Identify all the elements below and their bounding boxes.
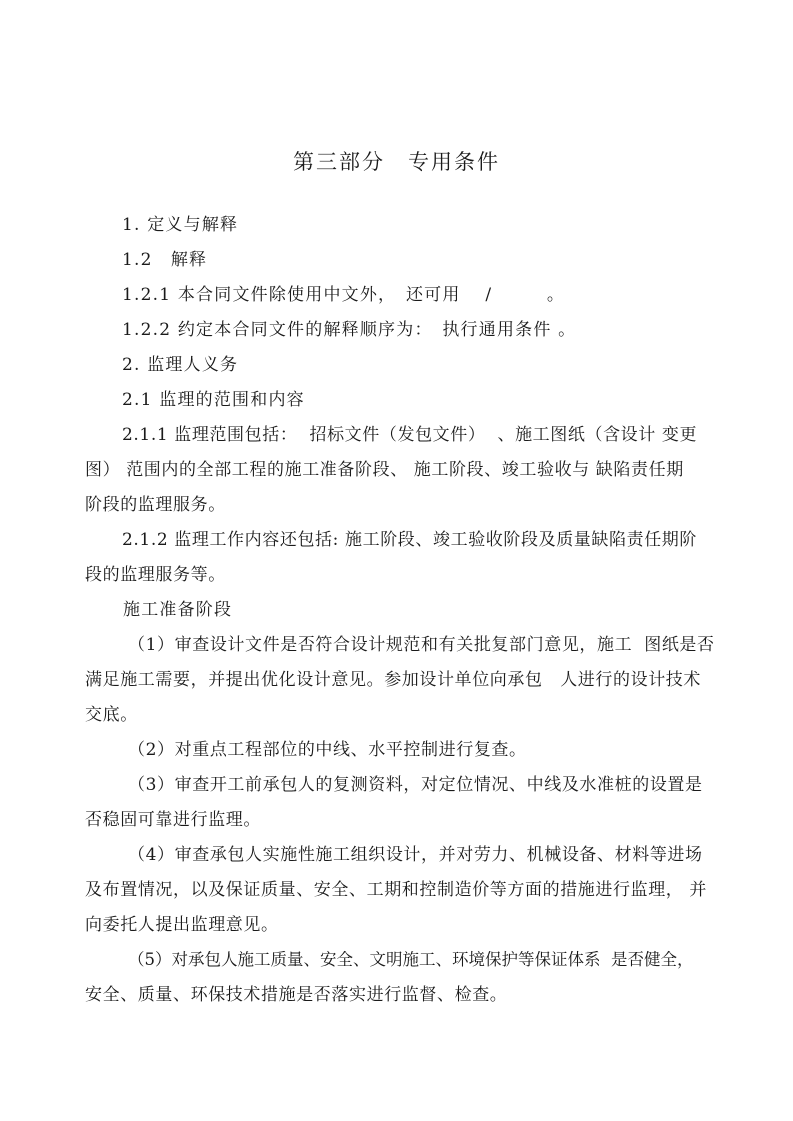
section-heading-definitions: 1. 定义与解释 — [122, 215, 239, 235]
item-1-line-1: （1）审查设计文件是否符合设计规范和有关批复部门意见，施工 图纸是否 — [128, 635, 715, 655]
clause-2-1-1-line-2: 图） 范围内的全部工程的施工准备阶段、 施工阶段、竣工验收与 缺陷责任期 — [85, 460, 684, 480]
item-4-line-2: 及布置情况，以及保证质量、安全、工期和控制造价等方面的措施进行监理， 并 — [85, 880, 708, 900]
item-5-line-1: （5）对承包人施工质量、安全、文明施工、环境保护等保证体系 是否健全， — [128, 950, 694, 969]
item-4-line-3: 向委托人提出监理意见。 — [85, 915, 279, 935]
clause-1-2-1: 1.2.1 本合同文件除使用中文外， 还可用 / 。 — [122, 285, 566, 305]
item-1-line-2: 满足施工需要，并提出优化设计意见。参加设计单位向承包 人进行的设计技术 — [85, 670, 701, 690]
heading-construction-prep-stage: 施工准备阶段 — [123, 600, 233, 620]
clause-1-2-2: 1.2.2 约定本合同文件的解释顺序为： 执行通用条件 。 — [122, 320, 577, 340]
item-1-line-3: 交底。 — [85, 705, 138, 725]
item-3-line-1: （3）审查开工前承包人的复测资料，对定位情况、中线及水准桩的设置是 — [128, 775, 703, 795]
clause-2-1-2-line-2: 段的监理服务等。 — [85, 565, 226, 585]
clause-2-1-1-line-3: 阶段的监理服务。 — [85, 495, 226, 515]
page-title: 第三部分 专用条件 — [293, 150, 500, 174]
item-4-line-1: （4）审查承包人实施性施工组织设计，并对劳力、机械设备、材料等进场 — [128, 845, 703, 865]
subsection-heading-interpretation: 1.2 解释 — [122, 250, 208, 270]
clause-2-1-1-line-1: 2.1.1 监理范围包括： 招标文件（发包文件） 、施工图纸（含设计 变更 — [122, 425, 698, 445]
clause-2-1-2-line-1: 2.1.2 监理工作内容还包括: 施工阶段、竣工验收阶段及质量缺陷责任期阶 — [122, 530, 697, 550]
subsection-heading-scope: 2.1 监理的范围和内容 — [122, 390, 305, 410]
item-5-line-2: 安全、质量、环保技术措施是否落实进行监督、检查。 — [85, 985, 508, 1005]
item-3-line-2: 否稳固可靠进行监理。 — [85, 810, 261, 830]
item-2-line-1: （2）对重点工程部位的中线、水平控制进行复查。 — [128, 740, 527, 760]
section-heading-supervisor-duties: 2. 监理人义务 — [122, 355, 239, 375]
